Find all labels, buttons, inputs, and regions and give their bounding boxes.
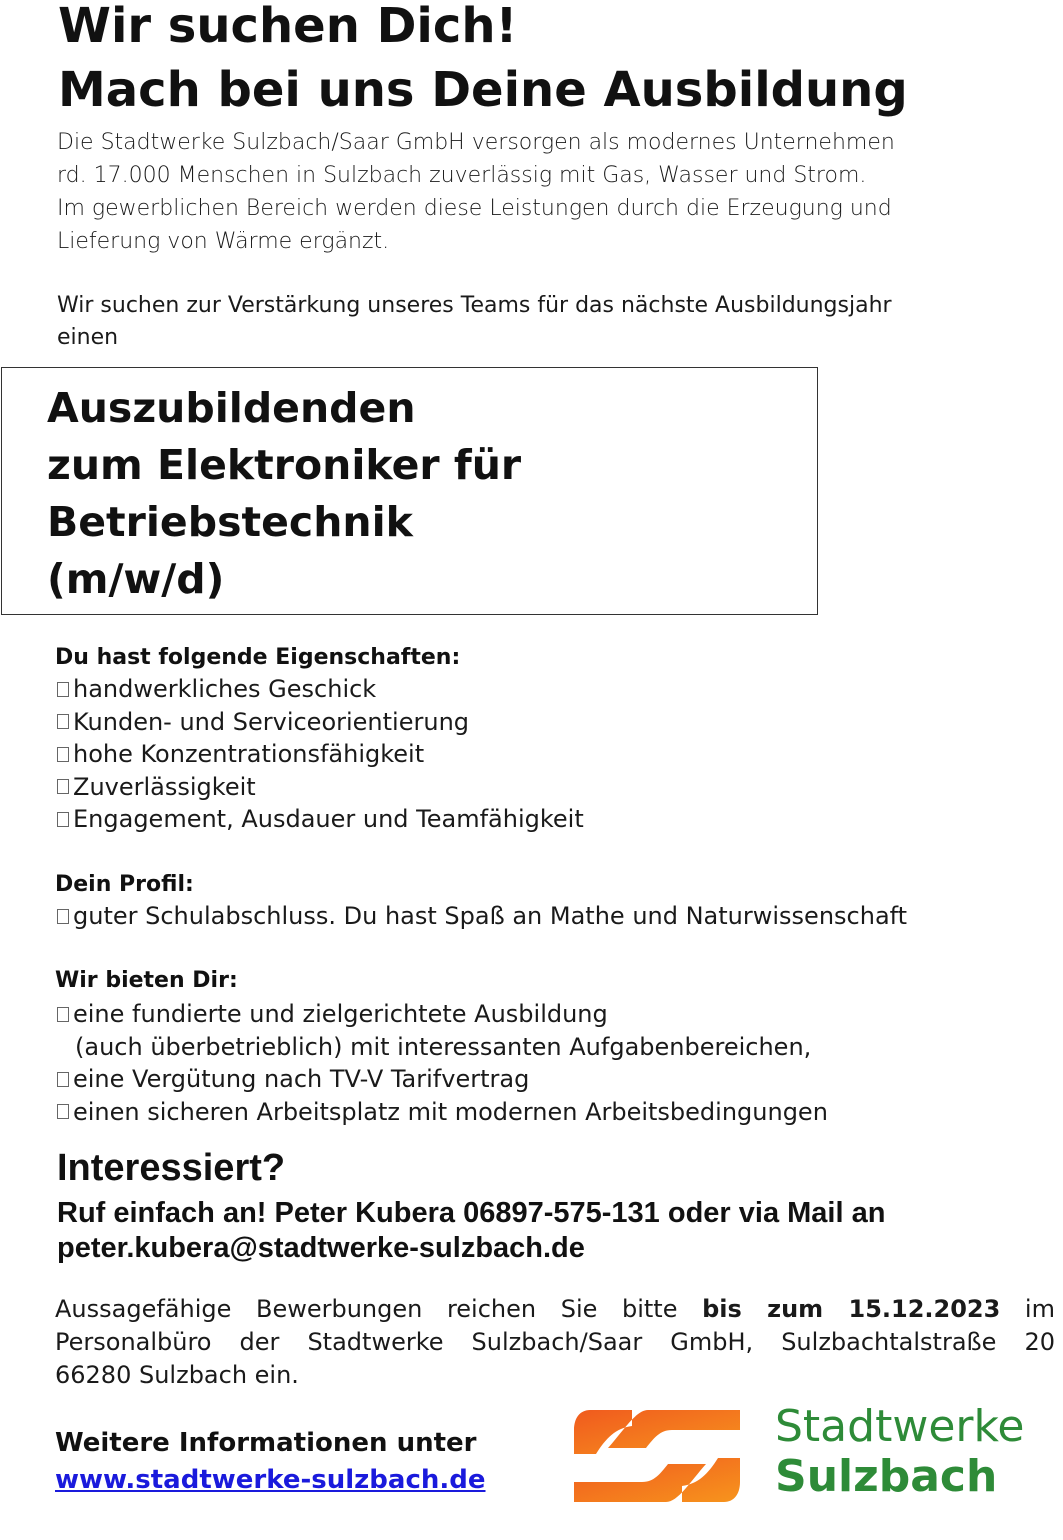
application-line: 66280 Sulzbach ein. <box>55 1361 299 1389</box>
list-item: einen sicheren Arbeitsplatz mit modernen Arbeitsbedingungen <box>55 1096 828 1129</box>
brand-wordmark <box>775 1402 1024 1502</box>
contact-details <box>57 1196 885 1266</box>
more-info-label: Weitere Informationen unter <box>55 1428 477 1458</box>
logo-lower-shape <box>574 1458 740 1502</box>
website-link[interactable]: www.stadtwerke-sulzbach.de <box>55 1465 486 1495</box>
bullet-box-icon <box>57 779 69 794</box>
contact-phone-line: Ruf einfach an! Peter Kubera 06897-575-131 oder via Mail an <box>57 1197 886 1229</box>
job-title-line: (m/w/d) <box>47 555 225 603</box>
brand-line-1: Stadtwerke <box>775 1401 1025 1452</box>
stadtwerke-s-logo-icon <box>572 1408 742 1504</box>
list-item: handwerkliches Geschick <box>55 673 584 706</box>
list-item: Kunden- und Serviceorientierung <box>55 706 584 739</box>
list-item-continuation: (auch überbetrieblich) mit interessanten Aufgabenbereichen, <box>75 1032 812 1061</box>
intro-line: Lieferung von Wärme ergänzt. <box>57 229 390 254</box>
seek-line: einen <box>57 325 119 350</box>
job-title-line: Betriebstechnik <box>47 498 413 546</box>
headline-line-1: Wir suchen Dich! <box>58 0 518 54</box>
application-deadline: bis zum 15.12.2023 <box>702 1295 1001 1323</box>
intro-line: rd. 17.000 Menschen in Sulzbach zuverlässig mit Gas, Wasser und Strom. <box>57 163 867 188</box>
job-title-line: zum Elektroniker für <box>47 441 522 489</box>
intro-paragraph <box>57 126 957 258</box>
brand-line-2: Sulzbach <box>775 1451 998 1502</box>
intro-line: Die Stadtwerke Sulzbach/Saar GmbH versorgen als modernes Unternehmen <box>57 130 895 155</box>
logo-upper-shape <box>574 1410 740 1454</box>
list-item: Zuverlässigkeit <box>55 771 584 804</box>
bullet-box-icon <box>57 714 69 729</box>
list-item: eine fundierte und zielgerichtete Ausbildung <box>55 998 828 1031</box>
job-title-line: Auszubildenden <box>47 384 416 432</box>
profile-list <box>55 900 907 933</box>
bullet-box-icon <box>57 747 69 762</box>
seek-paragraph <box>57 290 957 354</box>
offer-list <box>55 998 828 1128</box>
contact-email: peter.kubera@stadtwerke-sulzbach.de <box>57 1232 585 1264</box>
bullet-box-icon <box>57 1104 69 1119</box>
seek-line: Wir suchen zur Verstärkung unseres Teams für das nächste Ausbildungsjahr <box>57 293 892 318</box>
bullet-box-icon <box>57 682 69 697</box>
list-item: hohe Konzentrationsfähigkeit <box>55 738 584 771</box>
list-item: Engagement, Ausdauer und Teamfähigkeit <box>55 803 584 836</box>
application-line: Aussagefähige Bewerbungen reichen Sie bitte bis zum 15.12.2023 im <box>55 1295 1055 1323</box>
intro-line: Im gewerblichen Bereich werden diese Leistungen durch die Erzeugung und <box>57 196 892 221</box>
list-item: eine Vergütung nach TV-V Tarifvertrag <box>55 1063 828 1096</box>
bullet-box-icon <box>57 812 69 827</box>
list-item: guter Schulabschluss. Du hast Spaß an Mathe und Naturwissenschaft <box>55 900 907 933</box>
contact-heading: Interessiert? <box>57 1147 286 1189</box>
headline-line-2: Mach bei uns Deine Ausbildung <box>58 62 908 118</box>
bullet-box-icon <box>57 909 69 924</box>
bullet-box-icon <box>57 1007 69 1022</box>
bullet-box-icon <box>57 1072 69 1087</box>
profile-heading: Dein Profil: <box>55 872 194 897</box>
offer-heading: Wir bieten Dir: <box>55 968 238 993</box>
application-line: Personalbüro der Stadtwerke Sulzbach/Saar GmbH, Sulzbachtalstraße 20 <box>55 1328 1055 1356</box>
job-title <box>47 380 521 608</box>
properties-heading: Du hast folgende Eigenschaften: <box>55 645 461 670</box>
headline <box>58 0 908 122</box>
application-paragraph <box>55 1293 1055 1392</box>
properties-list <box>55 673 584 836</box>
